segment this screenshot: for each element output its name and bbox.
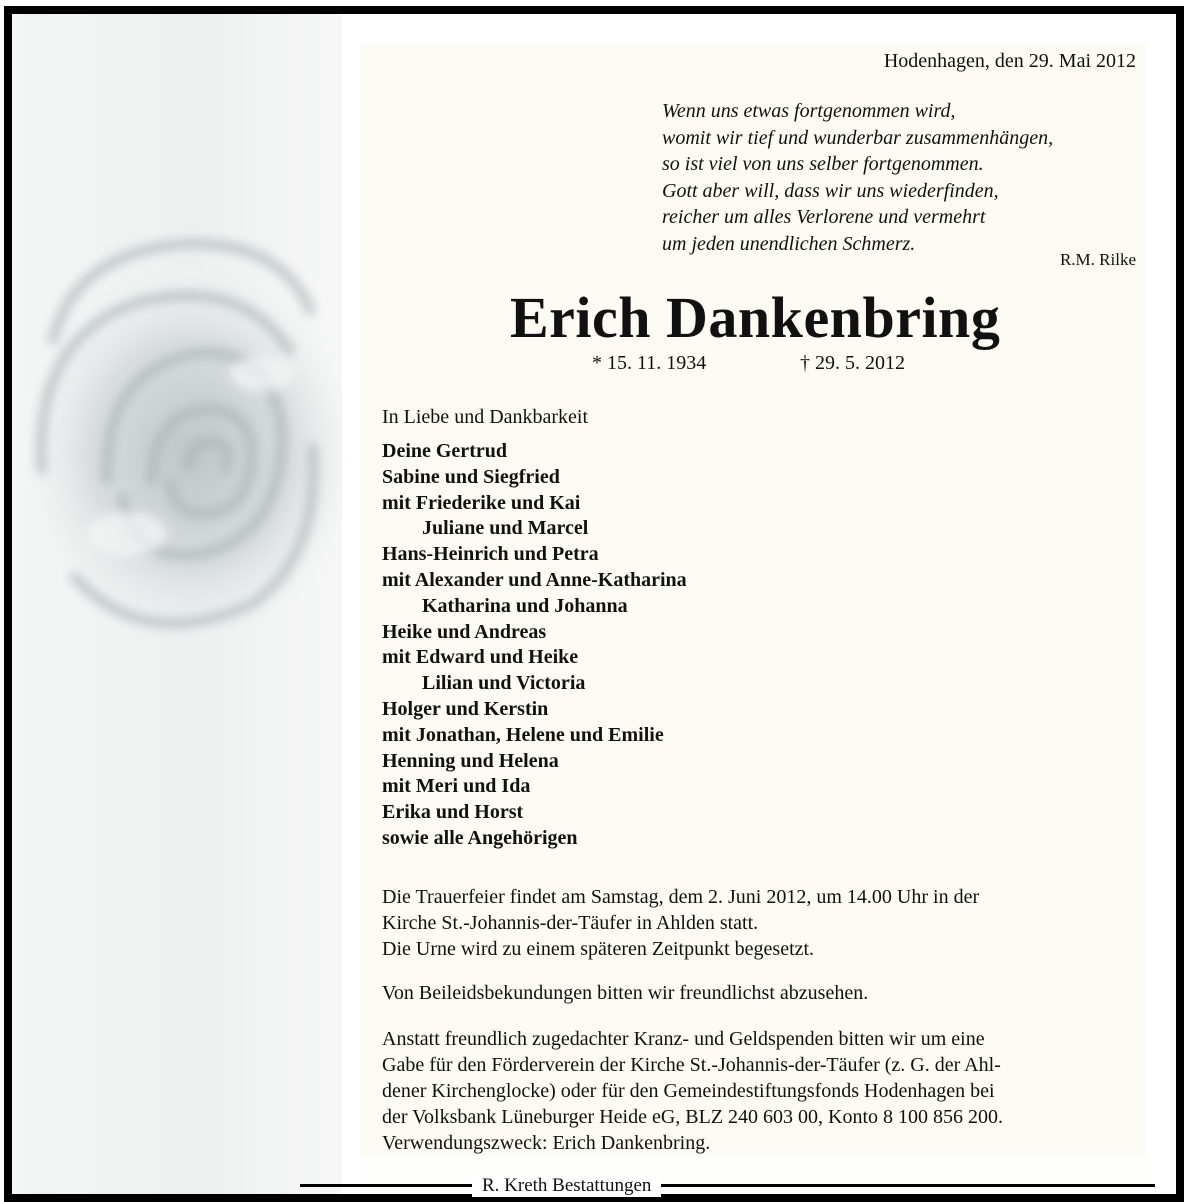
mourner-line: Deine Gertrud	[382, 440, 507, 462]
donation-line: Gabe für den Förderverein der Kirche St.-Johannis-der-Täufer (z. G. der Ahl-	[382, 1054, 1001, 1076]
top-margin	[342, 14, 1176, 44]
undertaker-credit: R. Kreth Bestattungen	[472, 1175, 661, 1197]
mourner-line: mit Alexander und Anne-Katharina	[382, 568, 687, 591]
poem-line: so ist viel von uns selber fortgenommen.	[662, 153, 984, 175]
condolence-notice: Von Beileidsbekundungen bitten wir freundlichst abzusehen.	[382, 982, 869, 1004]
donation-line: Verwendungszweck: Erich Dankenbring.	[382, 1132, 711, 1154]
rilke-poem	[662, 98, 1053, 257]
mourners-intro: In Liebe und Dankbarkeit	[382, 406, 589, 428]
place-date: Hodenhagen, den 29. Mai 2012	[883, 50, 1136, 72]
donation-notice	[382, 1026, 1003, 1156]
funeral-line: Kirche St.-Johannis-der-Täufer in Ahlden statt.	[382, 912, 759, 934]
donation-line: dener Kirchenglocke) oder für den Gemeindestiftungsfonds Hodenhagen bei	[382, 1080, 995, 1102]
poem-line: Gott aber will, dass wir uns wiederfinden,	[662, 179, 999, 202]
donation-line: Anstatt freundlich zugedachter Kranz- und Geldspenden bitten wir um eine	[382, 1028, 985, 1050]
mourner-line: Sabine und Siegfried	[382, 465, 560, 488]
poem-author: R.M. Rilke	[1059, 250, 1136, 269]
funeral-line: Die Urne wird zu einem späteren Zeitpunkt begesetzt.	[382, 938, 815, 960]
mourner-line: mit Meri und Ida	[382, 775, 531, 798]
mourners-list	[382, 439, 687, 852]
mourner-line: mit Friederike und Kai	[382, 491, 581, 514]
poem-line: um jeden unendlichen Schmerz.	[662, 232, 916, 255]
rose-icon	[12, 14, 342, 1194]
poem-line: womit wir tief und wunderbar zusammenhängen,	[662, 126, 1054, 149]
mourner-line: Holger und Kerstin	[382, 697, 549, 720]
mourner-line: Henning und Helena	[382, 749, 559, 772]
donation-line: der Volksbank Lüneburger Heide eG, BLZ 240 603 00, Konto 8 100 856 200.	[382, 1106, 1004, 1128]
funeral-line: Die Trauerfeier findet am Samstag, dem 2. Juni 2012, um 14.00 Uhr in der	[382, 886, 980, 908]
deceased-name: Erich Dankenbring	[510, 285, 1001, 350]
obituary-frame	[4, 6, 1184, 1202]
mourner-line: Juliane und Marcel	[422, 517, 589, 540]
birth-date: * 15. 11. 1934	[592, 352, 707, 374]
mourner-line: Katharina und Johanna	[422, 594, 628, 617]
death-date: † 29. 5. 2012	[800, 352, 905, 374]
mourner-line: Lilian und Victoria	[422, 672, 586, 695]
funeral-notice	[382, 884, 979, 962]
footer-rule	[300, 1184, 1155, 1187]
right-margin	[1146, 14, 1176, 1194]
mourner-line: mit Edward und Heike	[382, 646, 579, 669]
mourner-line: sowie alle Angehörigen	[382, 826, 578, 849]
mourner-line: Heike und Andreas	[382, 620, 547, 643]
poem-line: reicher um alles Verlorene und vermehrt	[662, 206, 986, 228]
mourner-line: Erika und Horst	[382, 801, 524, 824]
rose-image-panel	[12, 14, 342, 1194]
gutter	[342, 14, 360, 1194]
poem-line: Wenn uns etwas fortgenommen wird,	[662, 100, 956, 122]
mourner-line: mit Jonathan, Helene und Emilie	[382, 723, 664, 746]
obituary-content	[360, 44, 1146, 1154]
mourner-line: Hans-Heinrich und Petra	[382, 543, 599, 566]
